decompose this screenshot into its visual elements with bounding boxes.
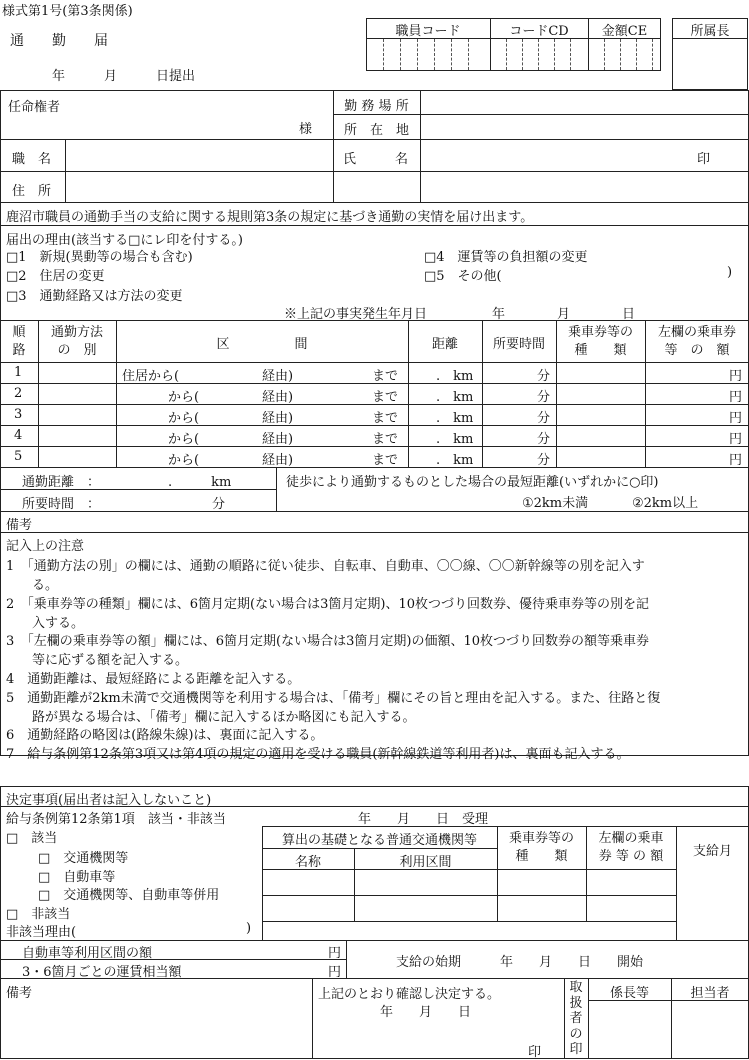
reason-4[interactable]: □4 運賃等の負担額の変更 bbox=[424, 250, 588, 265]
distance-unit: . km bbox=[168, 475, 232, 490]
confirm-date: 年 月 日 bbox=[380, 1005, 472, 1020]
payment-start: 支給の始期 年 月 日 開始 bbox=[396, 955, 644, 970]
row-via: 経由) bbox=[262, 411, 294, 426]
ticket-col: 乗車券等の 種 類 bbox=[508, 831, 574, 864]
row-via: 経由) bbox=[262, 390, 294, 405]
fare-equiv-label: 3・6箇月ごとの運賃相当額 bbox=[22, 965, 182, 980]
note-line: る。 bbox=[6, 578, 59, 593]
row-from: から( bbox=[168, 453, 200, 468]
staff-label: 担当者 bbox=[690, 986, 730, 1001]
reason-label: 非該当理由( bbox=[6, 925, 77, 940]
row-time: 分 bbox=[537, 390, 551, 405]
name-seal: 印 bbox=[697, 152, 711, 167]
row-no: 1 bbox=[14, 365, 23, 380]
address-field[interactable] bbox=[420, 115, 748, 139]
reason-close: ) bbox=[246, 921, 252, 936]
row-yen: 円 bbox=[729, 432, 743, 447]
row-via: 経由) bbox=[262, 453, 294, 468]
row-via: 経由) bbox=[262, 432, 294, 447]
workplace-label: 勤 務 場 所 bbox=[344, 99, 409, 114]
car-section-label: 自動車等利用区間の額 bbox=[22, 946, 153, 961]
reason-header: 届出の理由(該当する□にレ印を付する。) bbox=[6, 233, 243, 248]
fare-equiv-yen: 円 bbox=[328, 965, 342, 980]
row-from: 住居から( bbox=[122, 369, 180, 384]
row-yen: 円 bbox=[729, 453, 743, 468]
monthly-col: 支給月 bbox=[692, 844, 732, 859]
note-line: 入する。 bbox=[6, 616, 85, 631]
reason-5[interactable]: □5 その他( bbox=[424, 269, 502, 284]
row-no: 4 bbox=[14, 428, 23, 443]
receipt-date: 年 月 日 受理 bbox=[358, 812, 489, 827]
time-unit: 分 bbox=[212, 497, 226, 512]
sub-combined-checkbox[interactable]: □ 交通機関等、自動車等併用 bbox=[38, 888, 220, 903]
reason-3[interactable]: □3 通勤経路又は方法の変更 bbox=[6, 289, 183, 304]
h-time: 所要時間 bbox=[492, 337, 545, 352]
h-section: 区 間 bbox=[216, 337, 308, 352]
note-line: 4 通勤距離は、最短経路による距離を記入する。 bbox=[6, 672, 301, 687]
h-order: 順 路 bbox=[12, 325, 26, 358]
not-applicable-checkbox[interactable]: □ 非該当 bbox=[6, 907, 71, 922]
confirm-text: 上記のとおり確認し決定する。 bbox=[318, 987, 501, 1002]
row-yen: 円 bbox=[729, 369, 743, 384]
sub-transit-checkbox[interactable]: □ 交通機関等 bbox=[38, 851, 129, 866]
section-col: 利用区間 bbox=[399, 855, 452, 870]
time-label: 所要時間 ： bbox=[22, 497, 101, 512]
decision-remarks-label: 備考 bbox=[6, 986, 33, 1001]
note-line: 2 「乗車券等の種類」欄には、6箇月定期(ない場合は3箇月定期)、10枚つづり回数券、優待乗車券等の別を記 bbox=[6, 597, 649, 612]
form-number: 様式第1号(第3条関係) bbox=[2, 4, 133, 19]
address-label: 所 在 地 bbox=[343, 123, 409, 138]
walk-option-2[interactable]: ②2km以上 bbox=[632, 496, 699, 511]
row-no: 2 bbox=[14, 386, 23, 401]
row-distance: . km bbox=[436, 411, 474, 426]
row-to: まで bbox=[372, 369, 399, 384]
basis-label: 算出の基礎となる普通交通機関等 bbox=[281, 833, 477, 848]
row-yen: 円 bbox=[729, 390, 743, 405]
amount-ce-label: 金額CE bbox=[601, 24, 648, 39]
row-yen: 円 bbox=[729, 411, 743, 426]
residence-field[interactable] bbox=[66, 172, 748, 202]
sub-car-checkbox[interactable]: □ 自動車等 bbox=[38, 870, 116, 885]
note-line: 7 給与条例第12条第3項又は第4項の規定の適用を受ける職員(新幹線鉄道等利用者)は、裏面も記入する。 bbox=[6, 747, 630, 762]
walk-option-1[interactable]: ①2km未満 bbox=[522, 496, 589, 511]
position-field[interactable] bbox=[66, 140, 332, 171]
form-title: 通 勤 届 bbox=[10, 33, 108, 49]
remarks-label: 備考 bbox=[6, 518, 33, 533]
h-ticket: 乗車券等の 種 類 bbox=[567, 325, 633, 358]
clause-text: 給与条例第12条第1項 該当・非該当 bbox=[6, 812, 226, 827]
note-line: 6 通勤経路の略図は(路線朱線)は、裏面に記入する。 bbox=[6, 728, 324, 743]
row-distance: . km bbox=[436, 432, 474, 447]
row-time: 分 bbox=[537, 453, 551, 468]
row-from: から( bbox=[168, 432, 200, 447]
row-via: 経由) bbox=[262, 369, 294, 384]
row-from: から( bbox=[168, 411, 200, 426]
row-to: まで bbox=[372, 390, 399, 405]
reason-5-close: ) bbox=[727, 265, 733, 280]
amount-col: 左欄の乗車 券 等 の 額 bbox=[598, 831, 664, 864]
distance-label: 通勤距離 ： bbox=[22, 475, 101, 490]
h-amount: 左欄の乗車券 等 の 額 bbox=[657, 325, 736, 358]
appointer-sama: 様 bbox=[299, 122, 313, 137]
note-line: 1 「通勤方法の別」の欄には、通勤の順路に従い徒歩、自転車、自動車、〇〇線、〇〇新幹線等の別を記入す bbox=[6, 559, 645, 574]
notes-header: 記入上の注意 bbox=[6, 539, 85, 554]
car-section-yen: 円 bbox=[328, 946, 342, 961]
reason-1[interactable]: □1 新規(異動等の場合も含む) bbox=[6, 250, 193, 265]
position-label: 職 名 bbox=[12, 152, 52, 167]
note-line: 3 「左欄の乗車券等の額」欄には、6箇月定期(ない場合は3箇月定期)の価額、10枚つづり回数券の額等乗車券 bbox=[6, 634, 649, 649]
fact-date: ※上記の事実発生年月日 年 月 日 bbox=[284, 307, 636, 322]
row-time: 分 bbox=[537, 411, 551, 426]
appointer-label: 任命権者 bbox=[8, 100, 61, 115]
row-no: 5 bbox=[14, 449, 23, 464]
workplace-field[interactable] bbox=[420, 90, 748, 114]
note-line: 5 通勤距離が2km未満で交通機関等を利用する場合は、「備考」欄にその旨と理由を記入する。また、往路と復 bbox=[6, 691, 661, 706]
row-no: 3 bbox=[14, 407, 23, 422]
dept-head-label: 所属長 bbox=[690, 24, 730, 39]
row-time: 分 bbox=[537, 369, 551, 384]
h-distance: 距離 bbox=[431, 337, 458, 352]
name-field[interactable] bbox=[421, 140, 691, 171]
note-line: 路が異なる場合は、「備考」欄に記入するほか略図にも記入する。 bbox=[6, 710, 416, 725]
code-cd-label: コードCD bbox=[509, 24, 569, 39]
residence-label: 住 所 bbox=[12, 184, 52, 199]
name-col: 名称 bbox=[294, 855, 321, 870]
row-from: から( bbox=[168, 390, 200, 405]
name-label: 氏 名 bbox=[343, 152, 409, 167]
reason-2[interactable]: □2 住居の変更 bbox=[6, 269, 105, 284]
row-to: まで bbox=[372, 453, 399, 468]
row-to: まで bbox=[372, 411, 399, 426]
note-line: 等に応ずる額を記入する。 bbox=[6, 653, 189, 668]
row-distance: . km bbox=[436, 390, 474, 405]
row-to: まで bbox=[372, 432, 399, 447]
submit-date: 年 月 日提出 bbox=[52, 69, 196, 84]
handler-seal-label: 取 扱 者 の 印 bbox=[569, 980, 583, 1057]
row-distance: . km bbox=[436, 453, 474, 468]
statement: 鹿沼市職員の通勤手当の支給に関する規則第3条の規定に基づき通勤の実情を届け出ます。 bbox=[6, 210, 534, 225]
h-method: 通勤方法 の 別 bbox=[50, 325, 103, 358]
applicable-checkbox[interactable]: □ 該当 bbox=[6, 831, 58, 846]
chief-label: 係長等 bbox=[609, 986, 649, 1001]
row-distance: . km bbox=[436, 369, 474, 384]
walk-distance: 徒歩により通勤するものとした場合の最短距離(いずれかに○印) bbox=[286, 475, 659, 490]
staff-code-label: 職員コード bbox=[395, 24, 461, 39]
confirm-seal: 印 bbox=[528, 1045, 542, 1060]
decision-header: 決定事項(届出者は記入しないこと) bbox=[6, 793, 212, 808]
row-time: 分 bbox=[537, 432, 551, 447]
